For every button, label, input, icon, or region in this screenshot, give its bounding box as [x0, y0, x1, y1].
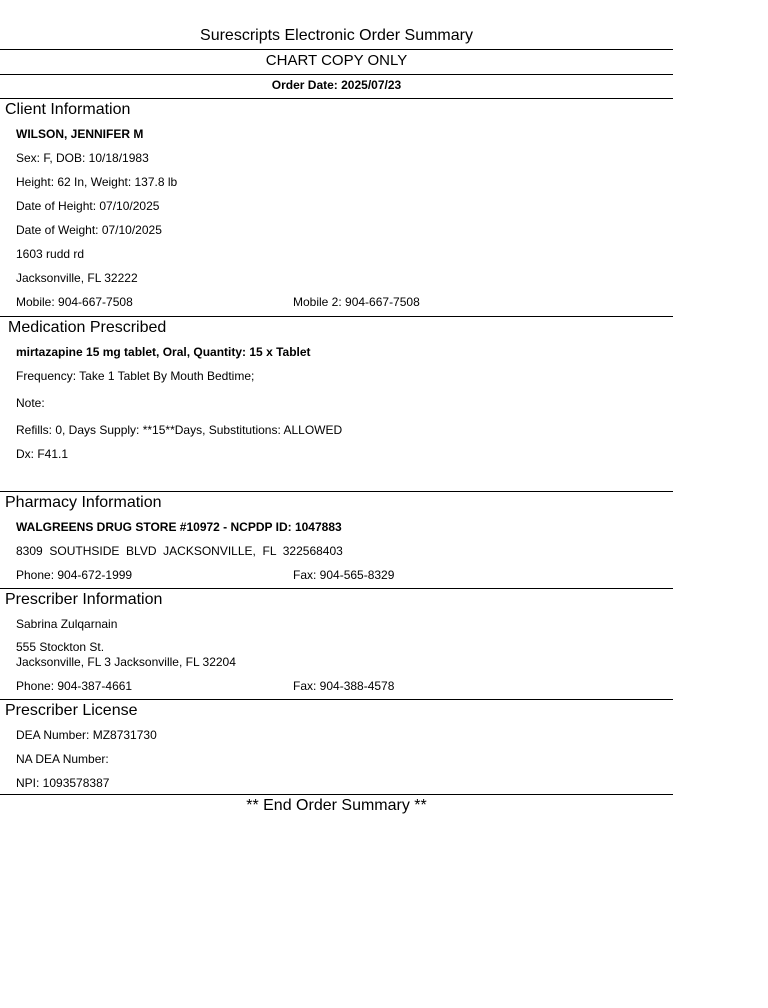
divider	[0, 49, 673, 50]
medication-frequency: Frequency: Take 1 Tablet By Mouth Bedtime;	[16, 369, 255, 383]
divider	[0, 74, 673, 75]
medication-heading: Medication Prescribed	[8, 319, 167, 336]
prescriber-heading: Prescriber Information	[5, 591, 163, 608]
divider	[0, 794, 673, 795]
client-mobile2: Mobile 2: 904-667-7508	[293, 295, 420, 309]
prescriber-name: Sabrina Zulqarnain	[16, 617, 118, 631]
medication-dx: Dx: F41.1	[16, 447, 69, 461]
document-title: Surescripts Electronic Order Summary	[200, 27, 473, 44]
pharmacy-phone: Phone: 904-672-1999	[16, 568, 133, 582]
medication-drug: mirtazapine 15 mg tablet, Oral, Quantity: 15 x Tablet	[16, 345, 311, 359]
pharmacy-name: WALGREENS DRUG STORE #10972 - NCPDP ID: 1047883	[16, 520, 342, 534]
client-date-of-weight: Date of Weight: 07/10/2025	[16, 223, 162, 237]
divider	[0, 316, 673, 317]
pharmacy-heading: Pharmacy Information	[5, 494, 162, 511]
license-npi: NPI: 1093578387	[16, 776, 110, 790]
client-address-line1: 1603 rudd rd	[16, 247, 85, 261]
pharmacy-fax: Fax: 904-565-8329	[293, 568, 395, 582]
license-heading: Prescriber License	[5, 702, 138, 719]
client-height-weight: Height: 62 In, Weight: 137.8 lb	[16, 175, 178, 189]
prescriber-fax: Fax: 904-388-4578	[293, 679, 395, 693]
client-mobile: Mobile: 904-667-7508	[16, 295, 133, 309]
chart-copy-notice: CHART COPY ONLY	[265, 52, 408, 69]
client-date-of-height: Date of Height: 07/10/2025	[16, 199, 160, 213]
pharmacy-address: 8309 SOUTHSIDE BLVD JACKSONVILLE, FL 322568403	[16, 544, 343, 558]
client-sex-dob: Sex: F, DOB: 10/18/1983	[16, 151, 149, 165]
medication-refills: Refills: 0, Days Supply: **15**Days, Substitutions: ALLOWED	[16, 423, 343, 437]
end-order-summary: ** End Order Summary **	[246, 797, 427, 814]
client-address-line2: Jacksonville, FL 32222	[16, 271, 138, 285]
prescriber-phone: Phone: 904-387-4661	[16, 679, 133, 693]
license-na-dea: NA DEA Number:	[16, 752, 109, 766]
divider	[0, 98, 673, 99]
client-information-heading: Client Information	[5, 101, 131, 118]
divider	[0, 699, 673, 700]
divider	[0, 491, 673, 492]
divider	[0, 588, 673, 589]
prescriber-address: 555 Stockton St. Jacksonville, FL 3 Jacksonville, FL 32204	[16, 640, 236, 669]
medication-note: Note:	[16, 396, 45, 410]
order-date: Order Date: 2025/07/23	[271, 78, 402, 92]
client-name: WILSON, JENNIFER M	[16, 127, 144, 141]
license-dea: DEA Number: MZ8731730	[16, 728, 157, 742]
